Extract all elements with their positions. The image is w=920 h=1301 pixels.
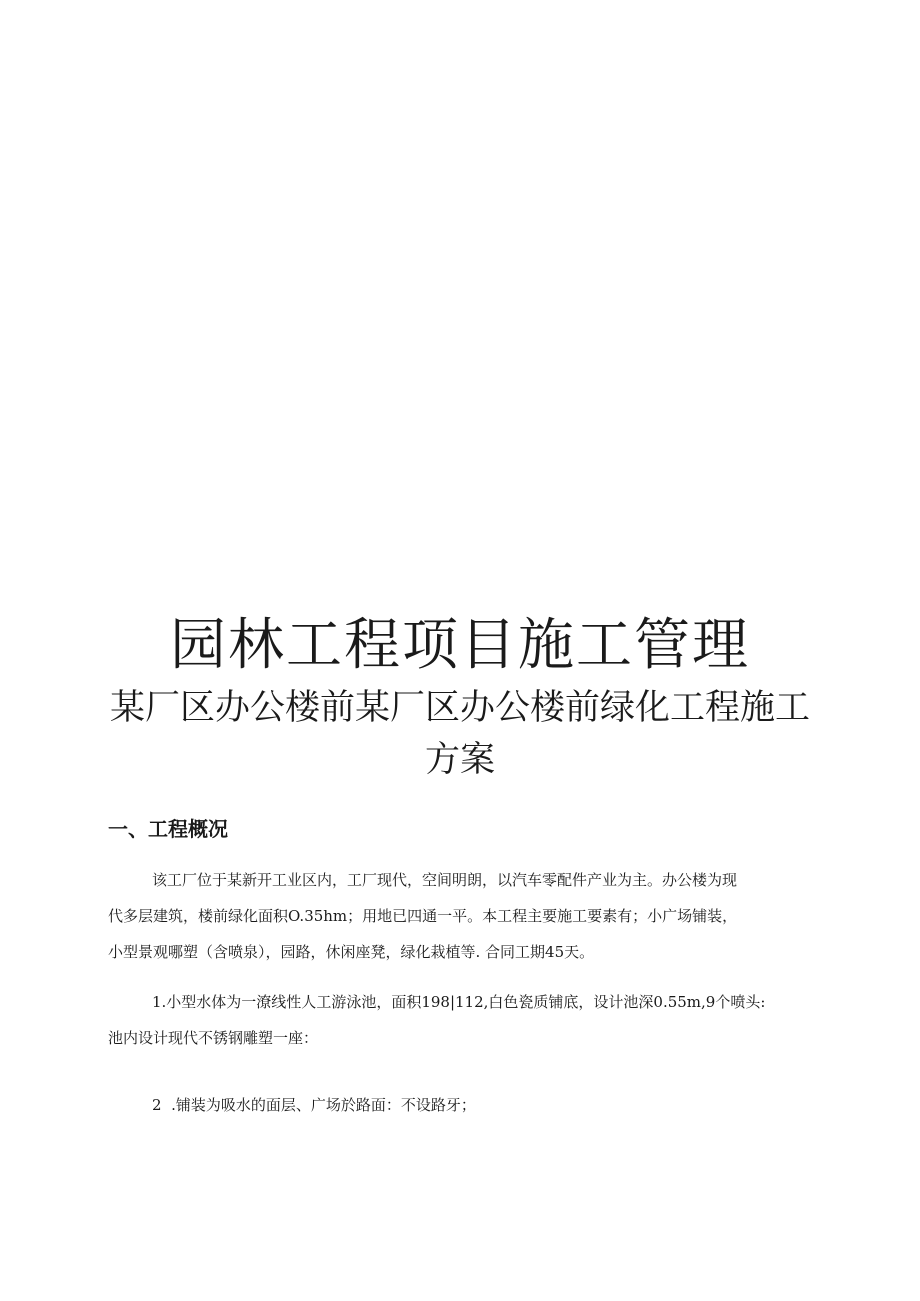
- paragraph-item-2: [108, 1087, 814, 1123]
- paragraph-line: 1.小型水体为一潦线性人工游泳池，面积198|112,白色瓷质铺底，设计池深0.55m,9个喷头:: [152, 993, 766, 1011]
- subtitle-line: 方案: [424, 740, 495, 780]
- paragraph-line: 池内设计现代不锈钢雕塑一座：: [108, 1029, 319, 1047]
- paragraph-overview: [108, 862, 814, 970]
- paragraph-item-1: [108, 984, 814, 1056]
- paragraph-line: 该工厂位于某新开工业区内，工厂现代，空间明朗，以汽车零配件产业为主。办公楼为现: [152, 871, 738, 889]
- document-subtitle: [100, 682, 820, 786]
- paragraph-line: 2 .铺装为吸水的面层、广场於路面：不设路牙；: [152, 1096, 476, 1114]
- subtitle-line: 某厂区办公楼前某厂区办公楼前绿化工程施工: [109, 688, 810, 728]
- document-title: 园林工程项目施工管理: [170, 613, 750, 678]
- section-heading-project-overview: 一、工程概况: [108, 817, 228, 841]
- paragraph-line: 代多层建筑，楼前绿化面积O.35hm；用地已四通一平。本工程主要施工要素有；小广场铺装，: [108, 907, 738, 925]
- paragraph-line: 小型景观哪塑（含喷泉），园路，休闲座凳，绿化栽植等. 合同工期45天。: [108, 943, 595, 961]
